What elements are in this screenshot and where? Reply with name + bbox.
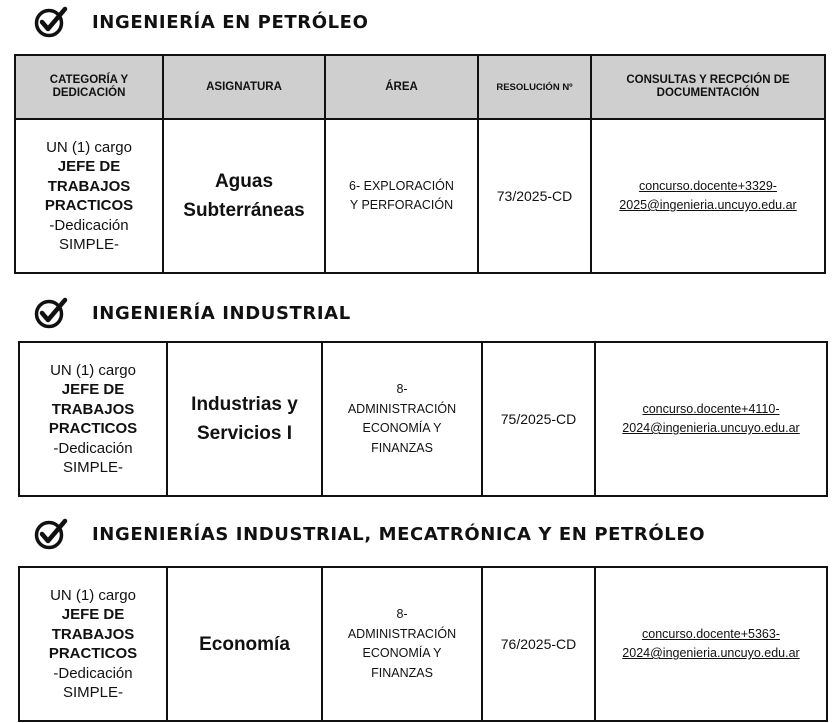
- section-title: INGENIERÍAS INDUSTRIAL, MECATRÓNICA Y EN PETRÓLEO: [92, 523, 706, 545]
- contact-cell: [595, 342, 827, 496]
- category-cell: UN (1) cargo JEFE DE TRABAJOS PRACTICOS -Dedicación SIMPLE-: [19, 567, 167, 721]
- table-header-row: [15, 55, 825, 119]
- positions-table-petroleo: [14, 54, 826, 274]
- header-contact: CONSULTAS Y RECPCIÓN DE DOCUMENTACIÓN: [591, 55, 825, 119]
- section-heading-industrial: [34, 297, 351, 329]
- email-link[interactable]: concurso.docente+5363- 2024@ingenieria.uncuyo.edu.ar: [622, 626, 800, 660]
- category-cell: UN (1) cargo JEFE DE TRABAJOS PRACTICOS -Dedicación SIMPLE-: [15, 119, 163, 273]
- section-heading-multi: [34, 518, 705, 550]
- positions-table-industrial: [18, 341, 828, 497]
- table-row: [19, 567, 827, 721]
- email-link[interactable]: concurso.docente+3329- 2025@ingenieria.uncuyo.edu.ar: [619, 178, 797, 212]
- subject-cell: Industrias y Servicios I: [167, 342, 322, 496]
- header-category: CATEGORÍA Y DEDICACIÓN: [15, 55, 163, 119]
- header-subject: ASIGNATURA: [163, 55, 325, 119]
- subject-cell: Aguas Subterráneas: [163, 119, 325, 273]
- header-area: ÁREA: [325, 55, 478, 119]
- area-cell: 6- EXPLORACIÓN Y PERFORACIÓN: [325, 119, 478, 273]
- resolution-cell: 75/2025-CD: [482, 342, 595, 496]
- contact-cell: [595, 567, 827, 721]
- area-cell: 8- ADMINISTRACIÓN ECONOMÍA Y FINANZAS: [322, 567, 482, 721]
- header-resolution: RESOLUCIÓN Nº: [478, 55, 591, 119]
- email-link[interactable]: concurso.docente+4110- 2024@ingenieria.uncuyo.edu.ar: [622, 401, 800, 435]
- table-row: [19, 342, 827, 496]
- check-circle-icon: [34, 297, 68, 329]
- category-cell: UN (1) cargo JEFE DE TRABAJOS PRACTICOS -Dedicación SIMPLE-: [19, 342, 167, 496]
- contact-cell: [591, 119, 825, 273]
- check-circle-icon: [34, 518, 68, 550]
- subject-cell: Economía: [167, 567, 322, 721]
- area-cell: 8- ADMINISTRACIÓN ECONOMÍA Y FINANZAS: [322, 342, 482, 496]
- section-title: INGENIERÍA INDUSTRIAL: [92, 302, 351, 324]
- resolution-cell: 73/2025-CD: [478, 119, 591, 273]
- positions-table-multi: [18, 566, 828, 722]
- table-row: [15, 119, 825, 273]
- resolution-cell: 76/2025-CD: [482, 567, 595, 721]
- section-title: INGENIERÍA EN PETRÓLEO: [92, 11, 369, 33]
- section-heading-petroleo: [34, 6, 368, 38]
- check-circle-icon: [34, 6, 68, 38]
